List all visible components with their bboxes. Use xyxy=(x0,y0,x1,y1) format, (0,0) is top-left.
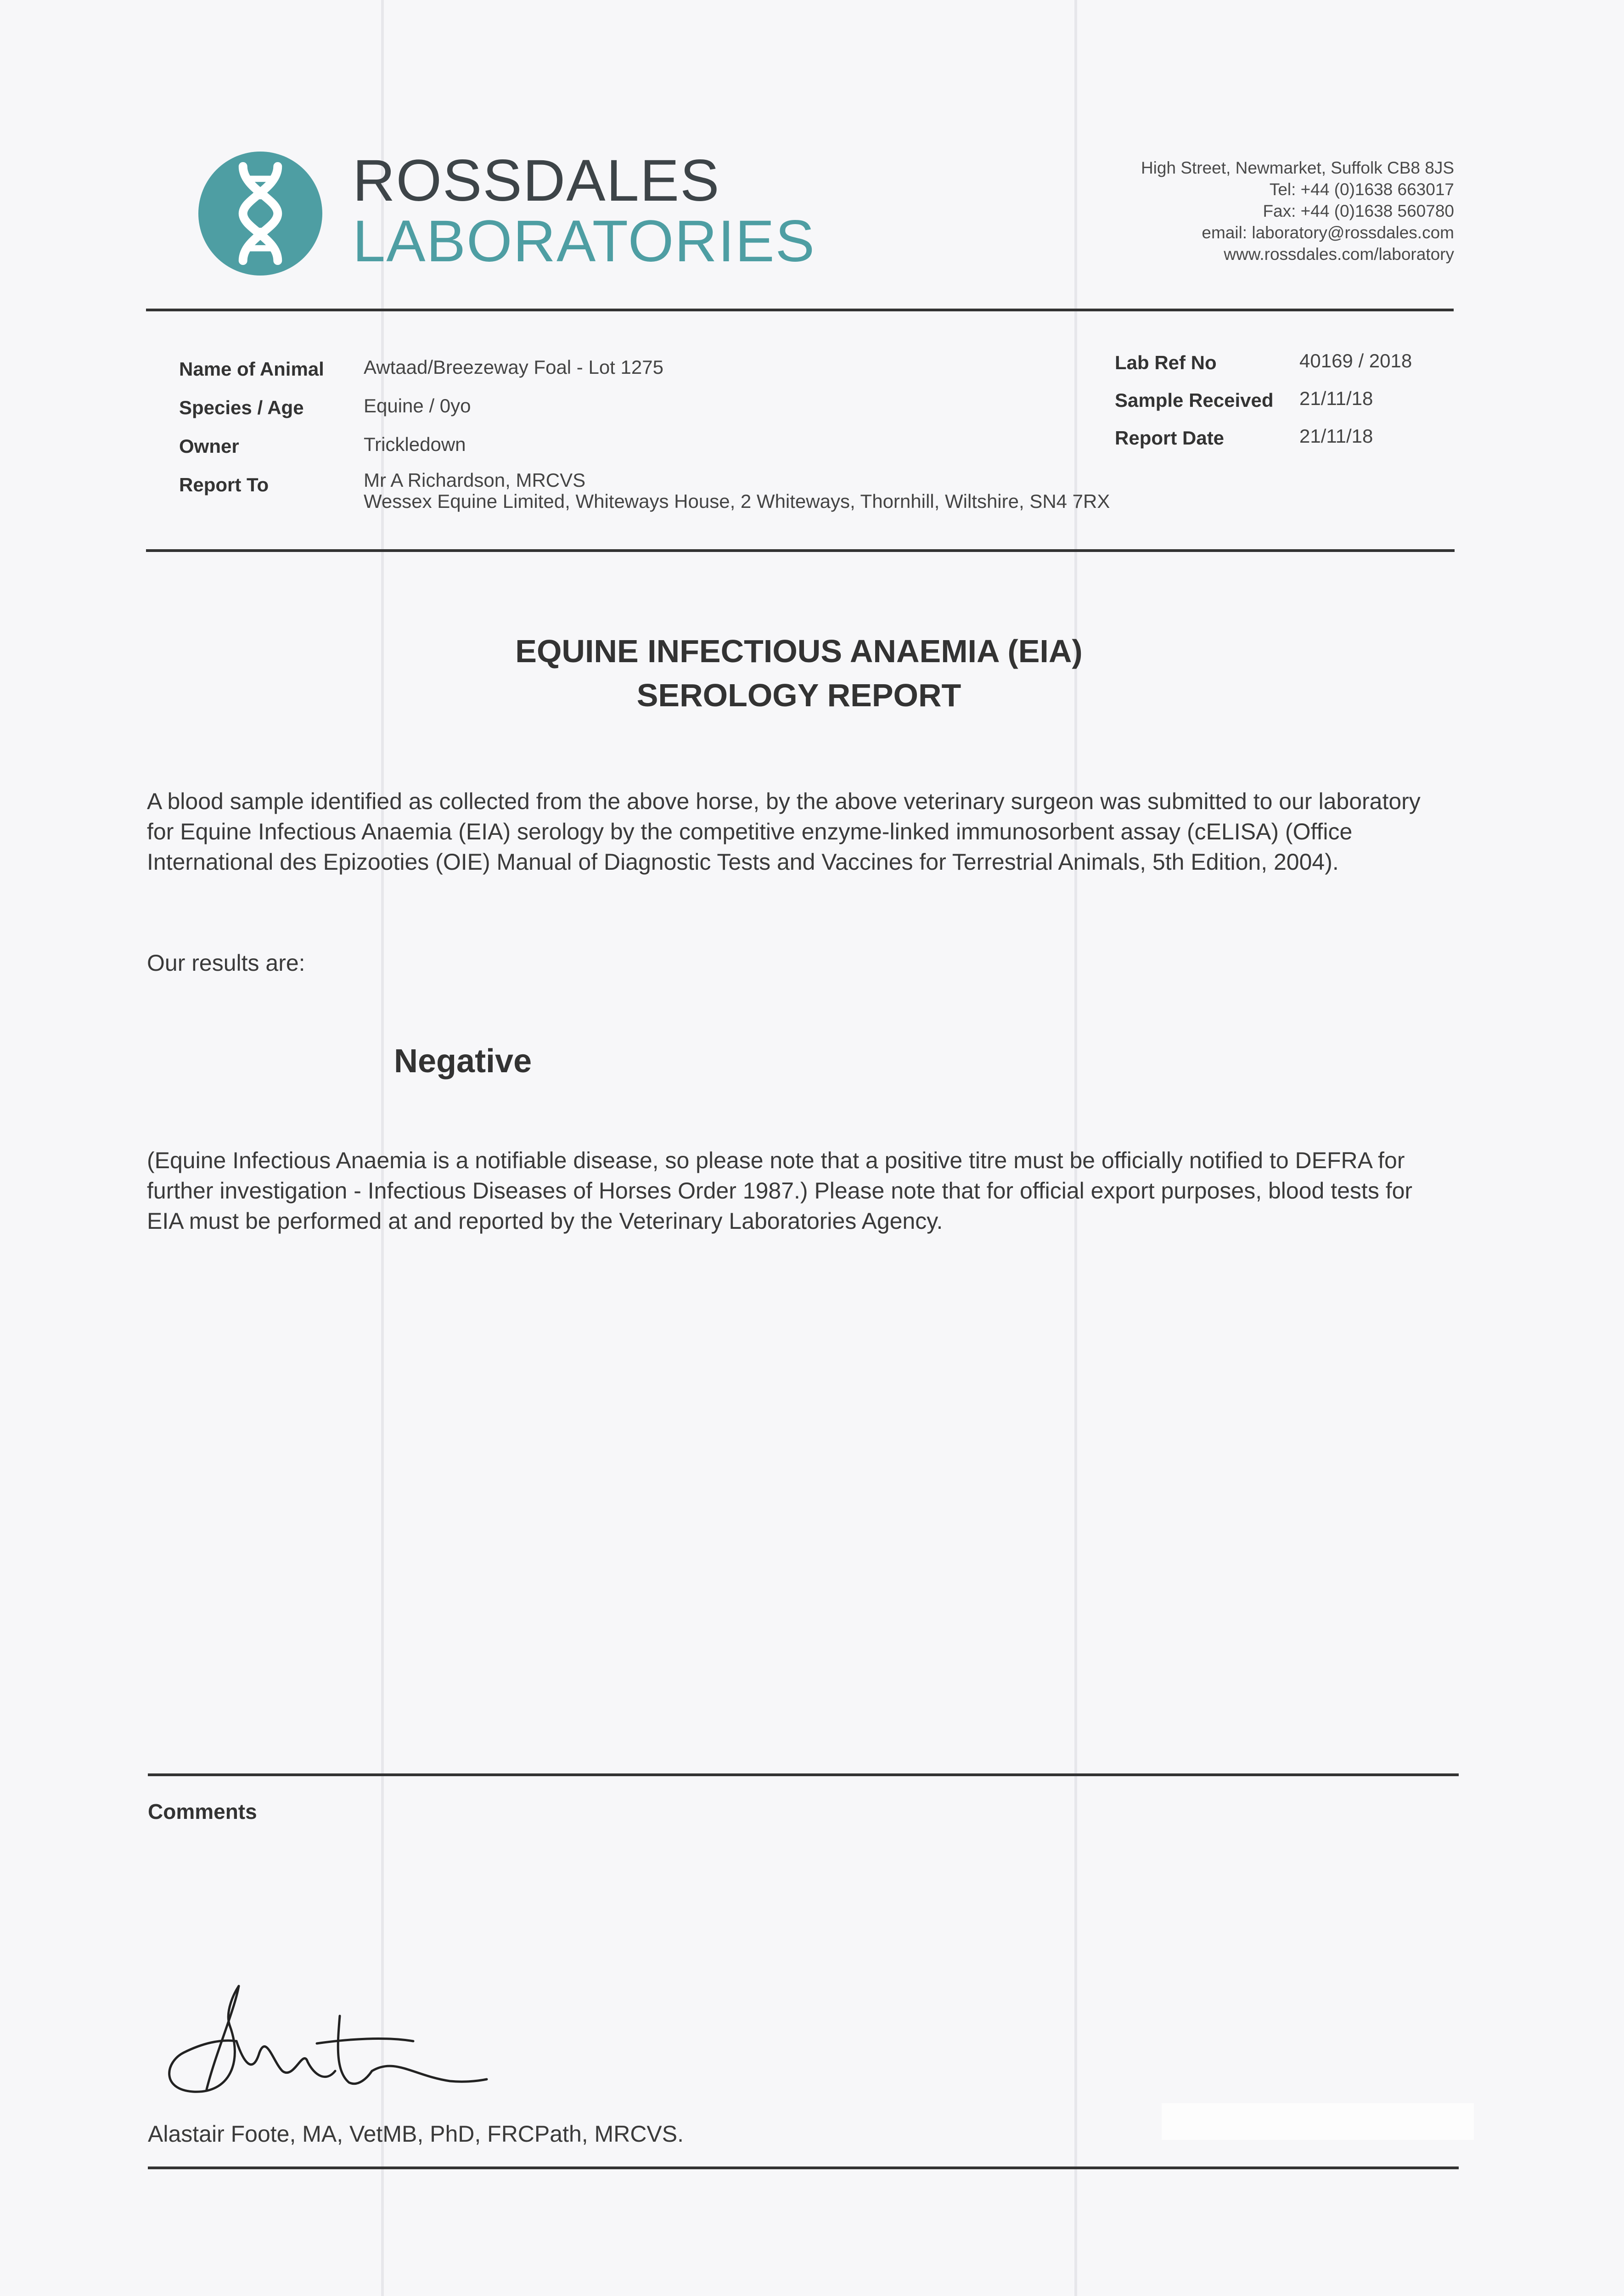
signatory-name: Alastair Foote, MA, VetMB, PhD, FRCPath, MRCVS. xyxy=(148,2121,684,2147)
name-of-animal-label: Name of Animal xyxy=(179,358,324,380)
handwritten-signature xyxy=(156,1984,496,2103)
sample-received-label: Sample Received xyxy=(1115,389,1274,411)
redacted-area xyxy=(1162,2103,1474,2140)
telephone: Tel: +44 (0)1638 663017 xyxy=(1269,180,1454,199)
species-age-label: Species / Age xyxy=(179,397,304,418)
comments-label: Comments xyxy=(148,1800,257,1823)
report-date-label: Report Date xyxy=(1115,427,1225,449)
intro-paragraph: A blood sample identified as collected from the above horse, by the above veterinary surgeon was submitted to our laboratory for Equine Infectious Anaemia (EIA) serology by the competitive enzyme-linked immunosorbent assay (cELISA) (Office International des Epizooties (OIE) Manual of Diagnostic Tests and Vaccines for Terrestrial Animals, 5th Edition, 2004). xyxy=(147,788,1421,875)
name-of-animal-value: Awtaad/Breezeway Foal - Lot 1275 xyxy=(364,356,663,378)
report-date-value: 21/11/18 xyxy=(1299,425,1373,447)
info-divider xyxy=(146,549,1455,552)
report-to-line1: Mr A Richardson, MRCVS xyxy=(364,469,586,491)
contact-block xyxy=(1141,157,1454,265)
notice-paragraph: (Equine Infectious Anaemia is a notifiable disease, so please note that a positive titre must be officially notified to DEFRA for further investigation - Infectious Diseases of Horses Order 1987.) Please note that for official export purposes, blood tests for EIA must be performed at and reported by the Veterinary Laboratories Agency. xyxy=(147,1148,1413,1234)
lab-ref-label: Lab Ref No xyxy=(1115,352,1217,373)
species-age-value: Equine / 0yo xyxy=(364,395,471,416)
results-intro: Our results are: xyxy=(147,950,305,976)
website-link[interactable]: www.rossdales.com/laboratory xyxy=(1224,245,1454,264)
result-value: Negative xyxy=(394,1043,532,1080)
address: High Street, Newmarket, Suffolk CB8 8JS xyxy=(1141,158,1454,177)
report-title-line1: EQUINE INFECTIOUS ANAEMIA (EIA) xyxy=(515,633,1083,669)
email-link[interactable]: email: laboratory@rossdales.com xyxy=(1202,223,1454,242)
report-title-line2: SEROLOGY REPORT xyxy=(636,677,961,713)
comments-divider xyxy=(148,1773,1459,1776)
sample-received-value: 21/11/18 xyxy=(1299,388,1373,409)
brand-name-line1: ROSSDALES xyxy=(353,148,720,214)
report-title xyxy=(0,629,1598,717)
report-to-line2: Wessex Equine Limited, Whiteways House, 2 Whiteways, Thornhill, Wiltshire, SN4 7RX xyxy=(364,490,1110,512)
header-divider xyxy=(146,309,1454,311)
report-to-label: Report To xyxy=(179,474,269,495)
fax: Fax: +44 (0)1638 560780 xyxy=(1263,202,1454,220)
owner-value: Trickledown xyxy=(364,433,466,455)
lab-ref-value: 40169 / 2018 xyxy=(1299,350,1412,371)
footer-divider xyxy=(148,2167,1459,2169)
owner-label: Owner xyxy=(179,435,239,457)
brand-name-line2: LABORATORIES xyxy=(353,208,815,274)
dna-helix-icon xyxy=(198,152,322,276)
